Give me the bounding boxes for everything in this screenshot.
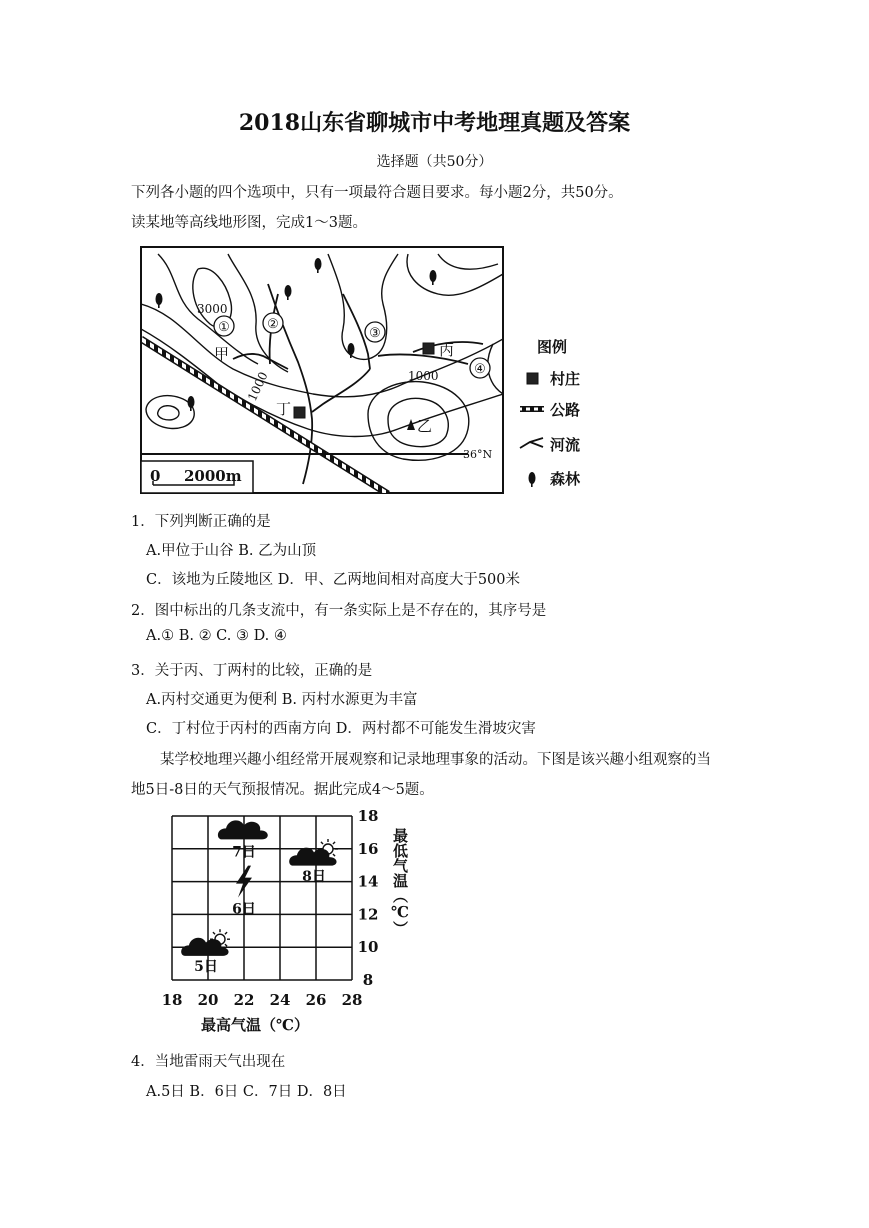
x-axis-label: 最高气温（℃）	[201, 1016, 309, 1034]
x-tick: 24	[269, 991, 291, 1009]
place-yi: 乙	[417, 417, 433, 435]
page-title: 2018山东省聊城市中考地理真题及答案	[238, 110, 631, 136]
y-tick: 12	[357, 905, 379, 924]
y-tick: 10	[357, 938, 379, 957]
point-label: 6日	[232, 901, 256, 918]
y-axis-label: 最低气温（℃）	[391, 828, 409, 936]
contour-3000-label: 3000	[197, 302, 228, 316]
q2-options: A.① B. ② C. ③ D. ④	[146, 628, 287, 644]
y-tick: 8	[362, 971, 374, 989]
legend-forest: 森林	[550, 470, 581, 488]
latitude-label: 36°N	[463, 448, 493, 461]
legend-title: 图例	[537, 338, 568, 356]
scale-zero: 0	[150, 467, 161, 485]
y-tick: 18	[357, 808, 379, 825]
weather-point	[289, 839, 338, 885]
sun-ray	[225, 932, 227, 934]
branch-3-label: ③	[369, 326, 381, 341]
sun-ray	[225, 944, 227, 946]
x-tick: 20	[197, 991, 219, 1009]
legend-village: 村庄	[550, 370, 581, 388]
sun-ray	[333, 854, 335, 856]
weather-point	[181, 929, 230, 975]
y-tick: 14	[357, 872, 379, 891]
instructions: 下列各小题的四个选项中，只有一项最符合题目要求。每小题2分，共50分。	[131, 185, 623, 201]
q3-options-cd: C．丁村位于丙村的西南方向 D．两村都不可能发生滑坡灾害	[146, 721, 536, 737]
weather-chart	[160, 808, 430, 1038]
q3-options-ab: A.丙村交通更为便利 B. 丙村水源更为丰富	[146, 692, 418, 708]
section-heading: 选择题（共50分）	[376, 154, 493, 170]
weather-point	[218, 820, 268, 860]
q1-stem: 1．下列判断正确的是	[131, 514, 271, 530]
q3-stem: 3．关于丙、丁两村的比较，正确的是	[131, 663, 373, 679]
q4-options: A.5日 B．6日 C．7日 D．8日	[146, 1084, 347, 1100]
q1-options-ab: A.甲位于山谷 B. 乙为山顶	[146, 543, 317, 559]
contour-1000-label-east: 1000	[408, 369, 439, 383]
cloud-icon	[218, 820, 268, 839]
place-bing: 丙	[439, 341, 455, 359]
point-label: 5日	[194, 959, 218, 976]
place-jia: 甲	[214, 345, 230, 363]
legend-river: 河流	[550, 436, 581, 454]
branch-4-label: ④	[474, 362, 486, 377]
sun-ray	[333, 842, 335, 844]
x-tick: 26	[305, 991, 327, 1009]
sun-ray	[213, 932, 215, 934]
q4-stem: 4．当地雷雨天气出现在	[131, 1054, 286, 1070]
x-tick: 28	[341, 991, 363, 1009]
legend-village-symbol	[527, 373, 538, 384]
contour-1000-label-west: 1000	[245, 369, 271, 404]
x-tick: 18	[161, 991, 183, 1009]
passage-line-2: 地5日-8日的天气预报情况。据此完成4～5题。	[131, 782, 434, 798]
y-tick: 16	[357, 839, 379, 858]
point-label: 7日	[232, 844, 256, 861]
contour-map	[138, 244, 598, 502]
place-ding: 丁	[276, 400, 292, 418]
map-intro: 读某地等高线地形图，完成1～3题。	[131, 215, 367, 231]
x-tick: 22	[233, 991, 255, 1009]
branch-2-label: ②	[267, 317, 279, 332]
q1-options-cd: C．该地为丘陵地区 D．甲、乙两地间相对高度大于500米	[146, 572, 521, 588]
scale-length: 2000m	[184, 467, 242, 485]
legend-road: 公路	[550, 401, 581, 419]
q2-stem: 2．图中标出的几条支流中，有一条实际上是不存在的，其序号是	[131, 603, 547, 619]
sun-ray	[321, 842, 323, 844]
branch-1-label: ①	[218, 320, 230, 335]
passage-line-1: 某学校地理兴趣小组经常开展观察和记录地理事象的活动。下图是该兴趣小组观察的当	[160, 752, 711, 768]
point-label: 8日	[302, 869, 326, 885]
